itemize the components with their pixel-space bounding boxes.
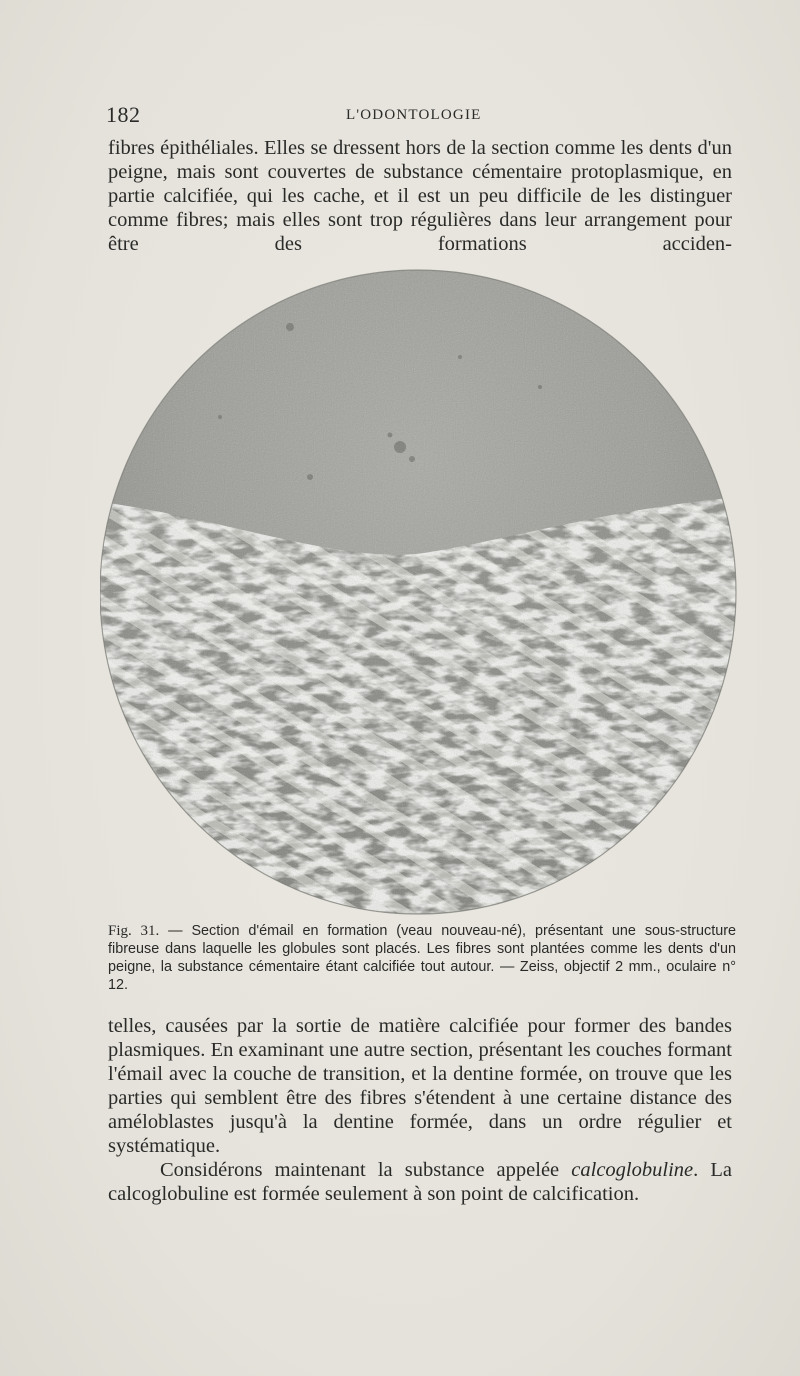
term-calcoglobuline: calcoglobuline — [571, 1159, 694, 1181]
paragraph-top: fibres épithéliales. Elles se dressent hors de la section comme les dents d'un peigne, mais sont couvertes de substance cémentaire protoplasmique, en partie calcifiée, qui les cache, et il est un peu difficile de les distinguer comme fibres; mais elles sont trop régulières dans leur arrangement pour être des formations acciden- — [108, 137, 732, 255]
paragraph-bottom-2-after: . La calcoglobuline est formée seulement à son point de calcification. — [108, 1159, 732, 1205]
figure-label: Fig. 31. — [108, 923, 160, 939]
paragraph-bottom-2 — [108, 1158, 732, 1206]
paragraph-bottom-1: telles, causées par la sortie de matière calcifiée pour former des bandes plasmiques. En examinant une autre section, présentant les couches formant l'émail avec la couche de transition, et la dentine formée, on trouve que les parties qui semblent être des fibres s'étendent à une certaine distance des améloblastes jusqu'à la dentine formée, dans un ordre régulier et systématique. — [108, 1015, 732, 1157]
micrograph-figure — [100, 267, 740, 915]
bottom-text — [108, 1014, 732, 1206]
paragraph-bottom-2-before: Considérons maintenant la substance appelée — [160, 1159, 572, 1181]
page-header — [106, 102, 738, 130]
figure-caption — [108, 922, 736, 994]
figure-caption-text: — Section d'émail en formation (veau nouveau-né), présentant une sous-structure fibreuse dans laquelle les globules sont placés. Les fibres sont plantées comme les dents d'un peigne, la substance cémentaire étant calcifiée tout autour. — Zeiss, objectif 2 mm., oculaire n° 12. — [108, 923, 736, 993]
page-number: 182 — [106, 102, 141, 127]
running-title: L'ODONTOLOGIE — [346, 107, 482, 123]
micrograph-image — [100, 267, 740, 915]
